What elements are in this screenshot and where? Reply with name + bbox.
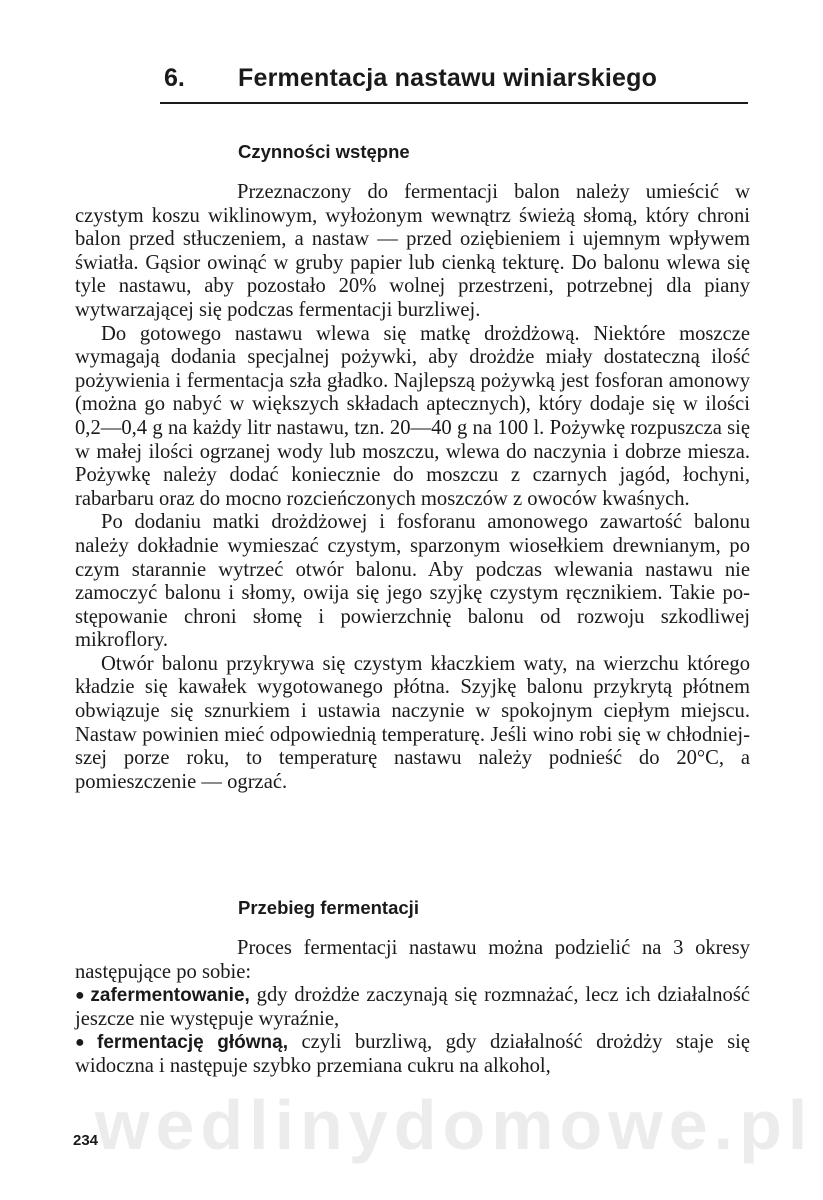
bullet-icon: ● [75,987,87,1005]
paragraph: Do gotowego nastawu wlewa się matkę drożdżową. Niektóre moszcze wymagają dodania specjalnej pożywki, aby drożdże miały dostateczną ilość pożywienia i fermentacja szła gładko. Najlepszą pożywką jest fosforan amonowy (można go nabyć w większych składach aptecznych), który dodaje się w ilości 0,2—0,4 g na każdy litr nastawu, tzn. 20—40 g na 100 l. Pożywkę rozpuszcza się w małej ilości ogrzanej wody lub moszczu, wlewa do naczynia i dobrze miesza. Pożywkę należy dodać koniecznie do moszczu z czarnych jagód, łochyni, rabarbaru oraz do mocno rozcieńczonych moszczów z owoców kwaśnych. [75,322,750,510]
bullet-icon: ● [75,1034,93,1052]
list-item [75,1031,750,1078]
section-heading-fermentation: Przebieg fermentacji [238,897,419,918]
chapter-title: Fermentacja nastawu winiarskiego [238,64,658,92]
list-item-text: gdy drożdże zaczynają się rozmnażać, lecz ich działalność jeszcze nie występuje wyraźnie, [75,984,750,1030]
section-body-fermentation [75,937,750,1079]
list-item-term: fermentację główną, [97,1032,288,1054]
list-item [75,984,750,1031]
list-item-text: czyli burzliwą, gdy działalność drożdży staje się widoczna i następuje szybko przemiana cukru na alkohol, [75,1031,750,1077]
paragraph: Przeznaczony do fermentacji balon należy umieścić w czystym koszu wiklinowym, wyłożonym wewnątrz świeżą słomą, który chroni balon przed stłuczeniem, a nastaw — przed oziębieniem i ujemnym wpływem światła. Gąsior owinąć w gruby papier lub cienką tekturę. Do balonu wlewa się tyle nastawu, aby pozostało 20% wolnej przestrzeni, potrzebnej dla piany wytwarzającej się podczas fermentacji burzliwej. [75,181,750,321]
page-number: 234 [73,1132,99,1149]
list-item-term: zafermentowanie, [90,985,250,1007]
section-heading-preliminary: Czynności wstępne [238,141,410,162]
chapter-heading [160,62,748,104]
paragraph: Proces fermentacji nastawu można podzielić na 3 okresy następujące po sobie: [75,937,750,983]
chapter-number: 6. [164,64,185,92]
section-body-preliminary [75,181,750,794]
paragraph: Po dodaniu matki drożdżowej i fosforanu amonowego zawartość balonu należy dokładnie wymieszać czystym, sparzonym wiosełkiem drewnianym, po czym starannie wytrzeć otwór balonu. Aby podczas wlewania nastawu nie zamoczyć balonu i słomy, owija się jego szyjkę czystym ręcznikiem. Takie postępowanie chroni słomę i powierzchnię balonu od rozwoju szkodliwej mikroflory. [75,511,750,652]
paragraph: Otwór balonu przykrywa się czystym kłaczkiem waty, na wierzchu którego kładzie się kawałek wygotowanego płótna. Szyjkę balonu przykrytą płótnem obwiązuje się sznurkiem i ustawia naczynie w spokojnym ciepłym miejscu. Nastaw powinien mieć odpowiednią temperaturę. Jeśli wino robi się w chłodniejszej porze roku, to temperaturę nastawu należy podnieść do 20°C, a pomieszczenie — ogrzać. [75,652,750,793]
watermark: wedlinydomowe.pl [95,1086,814,1164]
